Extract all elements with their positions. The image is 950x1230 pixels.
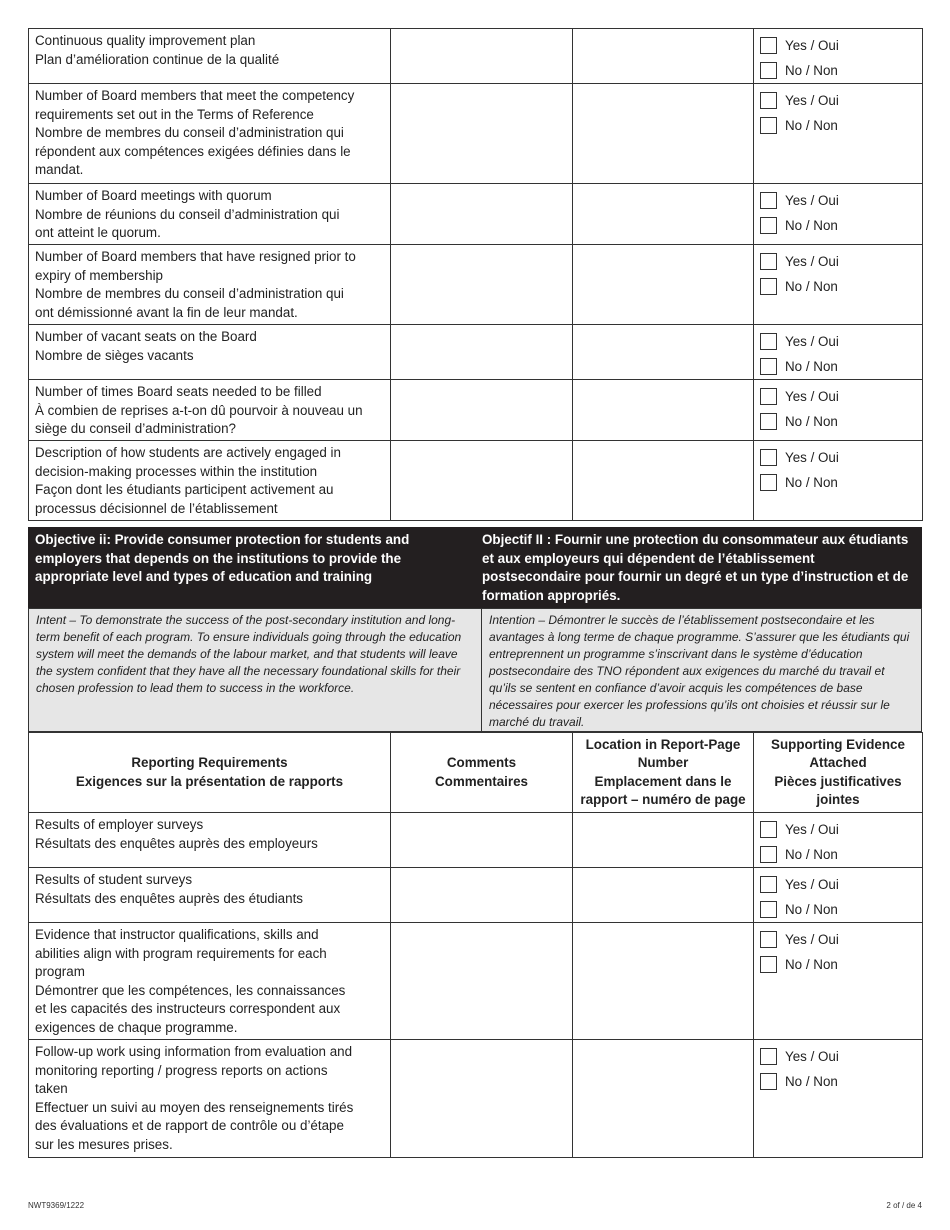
- table-row: [29, 29, 923, 84]
- supporting-evidence-header: Supporting Evidence Attached Pièces justificatives jointes: [754, 733, 923, 813]
- evidence-cell: [754, 184, 923, 245]
- intent-en: Intent – To demonstrate the success of the post-secondary institution and long-term benefit of each program. To ensure individuals going through the education system will meet the demands of the labour market, and that students will leave the system confident that they have all the necessary foundational skills for their chosen profession to lead them to success in the workforce.: [29, 609, 482, 731]
- table-row: [29, 245, 923, 325]
- yes-option[interactable]: Yes / Oui: [760, 445, 922, 470]
- yes-option[interactable]: Yes / Oui: [760, 1044, 922, 1069]
- yes-checkbox[interactable]: [760, 1048, 777, 1065]
- yes-option[interactable]: Yes / Oui: [760, 817, 922, 842]
- yes-checkbox[interactable]: [760, 876, 777, 893]
- location-cell[interactable]: [573, 868, 754, 923]
- no-option[interactable]: No / Non: [760, 58, 922, 83]
- no-checkbox[interactable]: [760, 413, 777, 430]
- table-row: [29, 813, 923, 868]
- no-checkbox[interactable]: [760, 117, 777, 134]
- requirements-table-bottom: [28, 732, 923, 1158]
- objective-heading: [28, 527, 922, 608]
- no-checkbox[interactable]: [760, 474, 777, 491]
- no-option[interactable]: No / Non: [760, 409, 922, 434]
- comments-cell[interactable]: [391, 1040, 573, 1158]
- location-cell[interactable]: [573, 1040, 754, 1158]
- yes-option[interactable]: Yes / Oui: [760, 249, 922, 274]
- no-option[interactable]: No / Non: [760, 1069, 922, 1094]
- no-option[interactable]: No / Non: [760, 470, 922, 495]
- location-cell[interactable]: [573, 441, 754, 521]
- location-cell[interactable]: [573, 813, 754, 868]
- table-row: [29, 1040, 923, 1158]
- location-cell[interactable]: [573, 84, 754, 184]
- comments-cell[interactable]: [391, 245, 573, 325]
- evidence-cell: [754, 29, 923, 84]
- yes-option[interactable]: Yes / Oui: [760, 384, 922, 409]
- location-header: Location in Report-Page Number Emplacement dans le rapport – numéro de page: [573, 733, 754, 813]
- yes-checkbox[interactable]: [760, 388, 777, 405]
- no-checkbox[interactable]: [760, 62, 777, 79]
- location-cell[interactable]: [573, 29, 754, 84]
- requirement-cell: Number of vacant seats on the Board Nombre de sièges vacants: [29, 325, 391, 380]
- table-row: [29, 84, 923, 184]
- table-row: [29, 923, 923, 1040]
- no-checkbox[interactable]: [760, 278, 777, 295]
- requirement-cell: Results of student surveys Résultats des enquêtes auprès des étudiants: [29, 868, 391, 923]
- requirements-table-top: [28, 28, 923, 521]
- yes-checkbox[interactable]: [760, 333, 777, 350]
- intent-fr: Intention – Démontrer le succès de l’établissement postsecondaire et les avantages à long terme de chaque programme. S’assurer que les étudiants qui entreprennent un programme s’inscrivant dans le système d’éducation postsecondaire des TNO répondent aux exigences du marché du travail et qu’ils se sentent en confiance d’avoir acquis les compétences de base nécessaires pour exercer les professions qu’ils ont choisies et réussir sur le marché du travail.: [489, 613, 910, 729]
- table-row: [29, 868, 923, 923]
- yes-checkbox[interactable]: [760, 92, 777, 109]
- yes-checkbox[interactable]: [760, 192, 777, 209]
- location-cell[interactable]: [573, 325, 754, 380]
- comments-cell[interactable]: [391, 868, 573, 923]
- no-option[interactable]: No / Non: [760, 213, 922, 238]
- comments-cell[interactable]: [391, 441, 573, 521]
- yes-checkbox[interactable]: [760, 449, 777, 466]
- comments-cell[interactable]: [391, 380, 573, 441]
- no-option[interactable]: No / Non: [760, 274, 922, 299]
- no-option[interactable]: No / Non: [760, 842, 922, 867]
- requirement-cell: Number of Board meetings with quorum Nombre de réunions du conseil d’administration qui ont atteint le quorum.: [29, 184, 391, 245]
- yes-checkbox[interactable]: [760, 253, 777, 270]
- requirement-cell: Number of times Board seats needed to be filled À combien de reprises a-t-on dû pourvoir à nouveau un siège du conseil d’administration?: [29, 380, 391, 441]
- evidence-cell: [754, 868, 923, 923]
- evidence-cell: [754, 1040, 923, 1158]
- comments-cell[interactable]: [391, 923, 573, 1040]
- no-checkbox[interactable]: [760, 901, 777, 918]
- page-number: 2 of / de 4: [886, 1201, 922, 1210]
- objective-heading-en: Objective ii: Provide consumer protection for students and employers that depends on the institutions to provide the appropriate level and types of education and training: [35, 532, 410, 584]
- evidence-cell: [754, 813, 923, 868]
- location-cell[interactable]: [573, 184, 754, 245]
- yes-checkbox[interactable]: [760, 931, 777, 948]
- comments-cell[interactable]: [391, 325, 573, 380]
- requirement-cell: Number of Board members that meet the competency requirements set out in the Terms of Reference Nombre de membres du conseil d’administration qui répondent aux compétences exigées définies dans le mandat.: [29, 84, 391, 184]
- no-checkbox[interactable]: [760, 956, 777, 973]
- evidence-cell: [754, 441, 923, 521]
- no-checkbox[interactable]: [760, 846, 777, 863]
- evidence-cell: [754, 923, 923, 1040]
- yes-option[interactable]: Yes / Oui: [760, 188, 922, 213]
- no-option[interactable]: No / Non: [760, 897, 922, 922]
- objective-heading-fr: Objectif II : Fournir une protection du consommateur aux étudiants et aux employeurs qui dépendent de l’établissement postsecondaire pour fournir un degré et un type d’instruction et de formation appropriés.: [482, 532, 909, 603]
- location-cell[interactable]: [573, 923, 754, 1040]
- comments-cell[interactable]: [391, 184, 573, 245]
- yes-checkbox[interactable]: [760, 37, 777, 54]
- evidence-cell: [754, 325, 923, 380]
- yes-option[interactable]: Yes / Oui: [760, 927, 922, 952]
- no-checkbox[interactable]: [760, 1073, 777, 1090]
- no-checkbox[interactable]: [760, 217, 777, 234]
- form-number: NWT9369/1222: [28, 1201, 85, 1210]
- no-option[interactable]: No / Non: [760, 354, 922, 379]
- table-row: [29, 441, 923, 521]
- evidence-cell: [754, 380, 923, 441]
- yes-option[interactable]: Yes / Oui: [760, 872, 922, 897]
- requirement-cell: Description of how students are actively engaged in decision-making processes within the institution Façon dont les étudiants participent activement au processus décisionnel de l’établissement: [29, 441, 391, 521]
- yes-option[interactable]: Yes / Oui: [760, 88, 922, 113]
- objective-intent: [28, 608, 922, 732]
- comments-header: Comments Commentaires: [391, 733, 573, 813]
- location-cell[interactable]: [573, 245, 754, 325]
- comments-cell[interactable]: [391, 813, 573, 868]
- evidence-cell: [754, 245, 923, 325]
- comments-cell[interactable]: [391, 29, 573, 84]
- reporting-requirements-header: Reporting Requirements Exigences sur la présentation de rapports: [29, 733, 391, 813]
- requirement-cell: Continuous quality improvement plan Plan d’amélioration continue de la qualité: [29, 29, 391, 84]
- requirement-cell: Follow-up work using information from evaluation and monitoring reporting / progress reports on actions taken Effectuer un suivi au moyen des renseignements tirés des évaluations et de rapport de contrôle ou d’étape sur les mesures prises.: [29, 1040, 391, 1158]
- table-row: [29, 380, 923, 441]
- no-option[interactable]: No / Non: [760, 952, 922, 977]
- location-cell[interactable]: [573, 380, 754, 441]
- requirement-cell: Results of employer surveys Résultats des enquêtes auprès des employeurs: [29, 813, 391, 868]
- table-row: [29, 325, 923, 380]
- requirement-cell: Evidence that instructor qualifications, skills and abilities align with program requirements for each program Démontrer que les compétences, les connaissances et les capacités des instructeurs correspondent aux exigences de chaque programme.: [29, 923, 391, 1040]
- evidence-cell: [754, 84, 923, 184]
- yes-option[interactable]: Yes / Oui: [760, 33, 922, 58]
- yes-checkbox[interactable]: [760, 821, 777, 838]
- no-checkbox[interactable]: [760, 358, 777, 375]
- yes-option[interactable]: Yes / Oui: [760, 329, 922, 354]
- requirement-cell: Number of Board members that have resigned prior to expiry of membership Nombre de membres du conseil d’administration qui ont démissionné avant la fin de leur mandat.: [29, 245, 391, 325]
- header-row: [29, 733, 923, 813]
- no-option[interactable]: No / Non: [760, 113, 922, 138]
- table-row: [29, 184, 923, 245]
- comments-cell[interactable]: [391, 84, 573, 184]
